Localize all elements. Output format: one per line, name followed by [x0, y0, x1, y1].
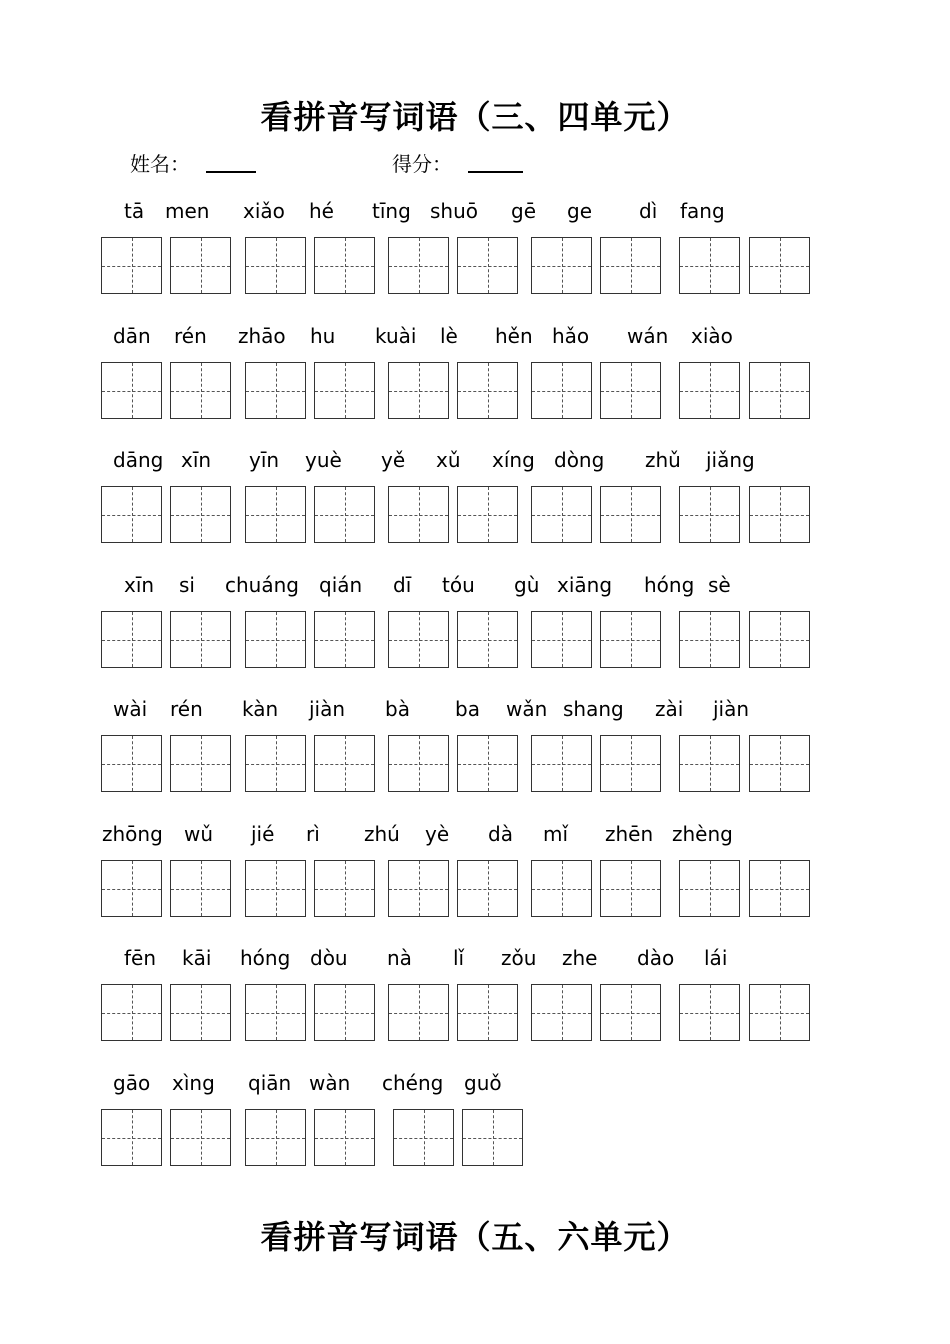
guide-line-horizontal — [458, 1013, 517, 1014]
writing-box[interactable] — [314, 362, 375, 419]
pinyin-syllable: dān — [113, 324, 151, 348]
writing-box[interactable] — [749, 984, 810, 1041]
worksheet-title: 看拼音写词语（三、四单元） — [260, 98, 690, 136]
guide-line-horizontal — [389, 1013, 448, 1014]
writing-box[interactable] — [531, 362, 592, 419]
guide-line-horizontal — [246, 266, 305, 267]
pinyin-syllable: gù — [514, 573, 540, 597]
writing-box[interactable] — [388, 486, 449, 543]
pinyin-syllable: fang — [680, 199, 725, 223]
guide-line-horizontal — [315, 640, 374, 641]
guide-line-horizontal — [750, 391, 809, 392]
writing-box[interactable] — [531, 860, 592, 917]
pinyin-syllable: bà — [385, 697, 410, 721]
writing-box[interactable] — [314, 611, 375, 668]
pinyin-syllable: gāo — [113, 1071, 151, 1095]
guide-line-horizontal — [458, 391, 517, 392]
guide-line-horizontal — [246, 1138, 305, 1139]
writing-box[interactable] — [388, 860, 449, 917]
guide-line-horizontal — [601, 1013, 660, 1014]
writing-box[interactable] — [457, 237, 518, 294]
writing-box[interactable] — [314, 237, 375, 294]
guide-line-horizontal — [171, 1013, 230, 1014]
pinyin-syllable: xǔ — [436, 448, 461, 472]
writing-box[interactable] — [101, 237, 162, 294]
writing-box[interactable] — [600, 984, 661, 1041]
writing-box[interactable] — [457, 362, 518, 419]
guide-line-horizontal — [532, 640, 591, 641]
pinyin-syllable: chéng — [382, 1071, 444, 1095]
pinyin-syllable: xiǎo — [243, 199, 285, 223]
pinyin-syllable: men — [165, 199, 210, 223]
writing-box[interactable] — [600, 486, 661, 543]
pinyin-syllable: zhǔ — [645, 448, 681, 472]
guide-line-horizontal — [171, 764, 230, 765]
pinyin-syllable: nà — [387, 946, 412, 970]
guide-line-horizontal — [246, 391, 305, 392]
guide-line-horizontal — [458, 266, 517, 267]
guide-line-horizontal — [750, 889, 809, 890]
pinyin-syllable: lè — [440, 324, 458, 348]
writing-box[interactable] — [101, 984, 162, 1041]
guide-line-horizontal — [458, 640, 517, 641]
guide-line-horizontal — [389, 640, 448, 641]
writing-box[interactable] — [600, 860, 661, 917]
pinyin-syllable: rì — [306, 822, 320, 846]
guide-line-horizontal — [171, 391, 230, 392]
guide-line-horizontal — [463, 1138, 522, 1139]
writing-box[interactable] — [245, 486, 306, 543]
writing-box[interactable] — [101, 611, 162, 668]
guide-line-horizontal — [246, 640, 305, 641]
writing-box[interactable] — [679, 611, 740, 668]
pinyin-syllable: xíng — [492, 448, 535, 472]
writing-box[interactable] — [245, 860, 306, 917]
pinyin-syllable: dòng — [554, 448, 605, 472]
pinyin-syllable: qián — [319, 573, 363, 597]
guide-line-horizontal — [315, 889, 374, 890]
pinyin-syllable: wǎn — [506, 697, 548, 721]
guide-line-horizontal — [389, 764, 448, 765]
guide-line-horizontal — [601, 266, 660, 267]
writing-box[interactable] — [531, 984, 592, 1041]
writing-box[interactable] — [101, 486, 162, 543]
guide-line-horizontal — [246, 764, 305, 765]
pinyin-syllable: xiào — [691, 324, 733, 348]
guide-line-horizontal — [680, 764, 739, 765]
guide-line-horizontal — [601, 640, 660, 641]
pinyin-syllable: kàn — [242, 697, 279, 721]
pinyin-syllable: wán — [627, 324, 669, 348]
writing-box[interactable] — [749, 486, 810, 543]
writing-box[interactable] — [314, 486, 375, 543]
pinyin-syllable: ge — [567, 199, 592, 223]
guide-line-horizontal — [680, 391, 739, 392]
writing-box[interactable] — [749, 735, 810, 792]
pinyin-syllable: dì — [639, 199, 658, 223]
writing-box[interactable] — [462, 1109, 523, 1166]
pinyin-syllable: gē — [511, 199, 536, 223]
writing-box[interactable] — [531, 237, 592, 294]
writing-box[interactable] — [388, 735, 449, 792]
guide-line-horizontal — [315, 764, 374, 765]
guide-line-horizontal — [171, 640, 230, 641]
guide-line-horizontal — [680, 889, 739, 890]
writing-box[interactable] — [245, 1109, 306, 1166]
writing-box[interactable] — [679, 237, 740, 294]
guide-line-horizontal — [171, 266, 230, 267]
name-label: 姓名： — [130, 152, 190, 176]
guide-line-horizontal — [680, 515, 739, 516]
pinyin-syllable: chuáng — [225, 573, 299, 597]
pinyin-syllable: wài — [113, 697, 148, 721]
score-label: 得分： — [392, 152, 452, 176]
writing-box[interactable] — [393, 1109, 454, 1166]
writing-box[interactable] — [679, 735, 740, 792]
writing-box[interactable] — [749, 611, 810, 668]
pinyin-syllable: fēn — [124, 946, 157, 970]
guide-line-horizontal — [394, 1138, 453, 1139]
guide-line-horizontal — [680, 1013, 739, 1014]
guide-line-horizontal — [315, 266, 374, 267]
pinyin-syllable: yè — [425, 822, 450, 846]
guide-line-horizontal — [750, 764, 809, 765]
pinyin-syllable: wàn — [309, 1071, 351, 1095]
writing-box[interactable] — [457, 735, 518, 792]
pinyin-syllable: tā — [124, 199, 145, 223]
writing-box[interactable] — [388, 611, 449, 668]
writing-box[interactable] — [170, 735, 231, 792]
guide-line-horizontal — [102, 889, 161, 890]
pinyin-syllable: kuài — [375, 324, 417, 348]
guide-line-horizontal — [601, 391, 660, 392]
writing-box[interactable] — [600, 611, 661, 668]
guide-line-horizontal — [532, 889, 591, 890]
writing-box[interactable] — [679, 860, 740, 917]
guide-line-horizontal — [246, 889, 305, 890]
guide-line-horizontal — [750, 515, 809, 516]
writing-box[interactable] — [749, 362, 810, 419]
writing-box[interactable] — [457, 860, 518, 917]
pinyin-syllable: zhōng — [102, 822, 163, 846]
pinyin-syllable: zhe — [562, 946, 598, 970]
writing-box[interactable] — [531, 611, 592, 668]
writing-box[interactable] — [679, 984, 740, 1041]
pinyin-syllable: sè — [708, 573, 731, 597]
pinyin-syllable: zài — [655, 697, 684, 721]
pinyin-syllable: jiàn — [713, 697, 750, 721]
pinyin-syllable: zhāo — [238, 324, 286, 348]
pinyin-syllable: hǎo — [552, 324, 590, 348]
pinyin-syllable: hěn — [495, 324, 533, 348]
guide-line-horizontal — [601, 515, 660, 516]
pinyin-syllable: zhēn — [605, 822, 654, 846]
writing-box[interactable] — [600, 735, 661, 792]
writing-box[interactable] — [170, 984, 231, 1041]
guide-line-horizontal — [102, 1138, 161, 1139]
pinyin-syllable: shuō — [430, 199, 479, 223]
pinyin-syllable: yě — [381, 448, 406, 472]
pinyin-syllable: shang — [563, 697, 624, 721]
guide-line-horizontal — [750, 266, 809, 267]
pinyin-syllable: lái — [704, 946, 728, 970]
writing-box[interactable] — [388, 237, 449, 294]
writing-box[interactable] — [170, 611, 231, 668]
pinyin-syllable: rén — [170, 697, 203, 721]
guide-line-horizontal — [458, 764, 517, 765]
pinyin-syllable: kāi — [182, 946, 212, 970]
pinyin-syllable: jiǎng — [706, 448, 755, 472]
pinyin-syllable: jié — [251, 822, 275, 846]
pinyin-syllable: guǒ — [464, 1071, 502, 1095]
writing-box[interactable] — [600, 237, 661, 294]
writing-box[interactable] — [457, 486, 518, 543]
pinyin-syllable: jiàn — [309, 697, 346, 721]
pinyin-syllable: dòu — [310, 946, 348, 970]
pinyin-syllable: dào — [637, 946, 675, 970]
pinyin-syllable: tīng — [372, 199, 411, 223]
writing-box[interactable] — [388, 362, 449, 419]
writing-box[interactable] — [457, 611, 518, 668]
name-blank[interactable] — [206, 171, 256, 173]
writing-box[interactable] — [749, 860, 810, 917]
guide-line-horizontal — [458, 889, 517, 890]
guide-line-horizontal — [171, 889, 230, 890]
pinyin-syllable: dāng — [113, 448, 164, 472]
guide-line-horizontal — [389, 889, 448, 890]
pinyin-syllable: rén — [174, 324, 207, 348]
pinyin-syllable: xìng — [172, 1071, 215, 1095]
writing-box[interactable] — [600, 362, 661, 419]
writing-box[interactable] — [245, 984, 306, 1041]
writing-box[interactable] — [531, 735, 592, 792]
writing-box[interactable] — [170, 237, 231, 294]
writing-box[interactable] — [170, 362, 231, 419]
pinyin-syllable: hé — [309, 199, 334, 223]
guide-line-horizontal — [750, 640, 809, 641]
pinyin-syllable: mǐ — [543, 822, 569, 846]
pinyin-syllable: xīn — [124, 573, 155, 597]
pinyin-syllable: xīn — [181, 448, 212, 472]
guide-line-horizontal — [532, 391, 591, 392]
writing-box[interactable] — [245, 237, 306, 294]
pinyin-syllable: yuè — [305, 448, 342, 472]
pinyin-syllable: xiāng — [557, 573, 613, 597]
writing-box[interactable] — [314, 860, 375, 917]
writing-box[interactable] — [101, 735, 162, 792]
writing-box[interactable] — [170, 860, 231, 917]
next-section-title: 看拼音写词语（五、六单元） — [260, 1218, 690, 1256]
writing-box[interactable] — [170, 486, 231, 543]
guide-line-horizontal — [102, 764, 161, 765]
guide-line-horizontal — [680, 640, 739, 641]
guide-line-horizontal — [315, 391, 374, 392]
guide-line-horizontal — [315, 1013, 374, 1014]
guide-line-horizontal — [532, 266, 591, 267]
pinyin-syllable: dà — [488, 822, 513, 846]
guide-line-horizontal — [102, 515, 161, 516]
guide-line-horizontal — [389, 515, 448, 516]
guide-line-horizontal — [532, 1013, 591, 1014]
pinyin-syllable: zǒu — [501, 946, 537, 970]
pinyin-syllable: hóng — [644, 573, 695, 597]
pinyin-syllable: lǐ — [453, 946, 465, 970]
writing-box[interactable] — [388, 984, 449, 1041]
guide-line-horizontal — [171, 515, 230, 516]
writing-box[interactable] — [170, 1109, 231, 1166]
guide-line-horizontal — [315, 1138, 374, 1139]
pinyin-syllable: yīn — [249, 448, 280, 472]
writing-box[interactable] — [101, 860, 162, 917]
pinyin-syllable: si — [179, 573, 195, 597]
guide-line-horizontal — [102, 1013, 161, 1014]
pinyin-syllable: zhèng — [672, 822, 733, 846]
writing-box[interactable] — [531, 486, 592, 543]
guide-line-horizontal — [750, 1013, 809, 1014]
writing-box[interactable] — [679, 486, 740, 543]
writing-box[interactable] — [101, 362, 162, 419]
guide-line-horizontal — [680, 266, 739, 267]
pinyin-syllable: hu — [310, 324, 336, 348]
writing-box[interactable] — [245, 735, 306, 792]
score-blank[interactable] — [468, 171, 523, 173]
writing-box[interactable] — [314, 984, 375, 1041]
guide-line-horizontal — [458, 515, 517, 516]
writing-box[interactable] — [749, 237, 810, 294]
writing-box[interactable] — [101, 1109, 162, 1166]
guide-line-horizontal — [389, 391, 448, 392]
guide-line-horizontal — [246, 1013, 305, 1014]
pinyin-syllable: ba — [455, 697, 480, 721]
writing-box[interactable] — [457, 984, 518, 1041]
pinyin-syllable: tóu — [442, 573, 475, 597]
pinyin-syllable: dī — [393, 573, 412, 597]
guide-line-horizontal — [532, 515, 591, 516]
writing-box[interactable] — [245, 611, 306, 668]
guide-line-horizontal — [102, 266, 161, 267]
guide-line-horizontal — [601, 764, 660, 765]
guide-line-horizontal — [102, 391, 161, 392]
writing-box[interactable] — [245, 362, 306, 419]
guide-line-horizontal — [171, 1138, 230, 1139]
pinyin-syllable: qiān — [248, 1071, 292, 1095]
guide-line-horizontal — [389, 266, 448, 267]
writing-box[interactable] — [679, 362, 740, 419]
pinyin-syllable: wǔ — [184, 822, 214, 846]
pinyin-syllable: hóng — [240, 946, 291, 970]
guide-line-horizontal — [601, 889, 660, 890]
guide-line-horizontal — [532, 764, 591, 765]
guide-line-horizontal — [246, 515, 305, 516]
writing-box[interactable] — [314, 1109, 375, 1166]
guide-line-horizontal — [315, 515, 374, 516]
guide-line-horizontal — [102, 640, 161, 641]
writing-box[interactable] — [314, 735, 375, 792]
pinyin-syllable: zhú — [364, 822, 400, 846]
